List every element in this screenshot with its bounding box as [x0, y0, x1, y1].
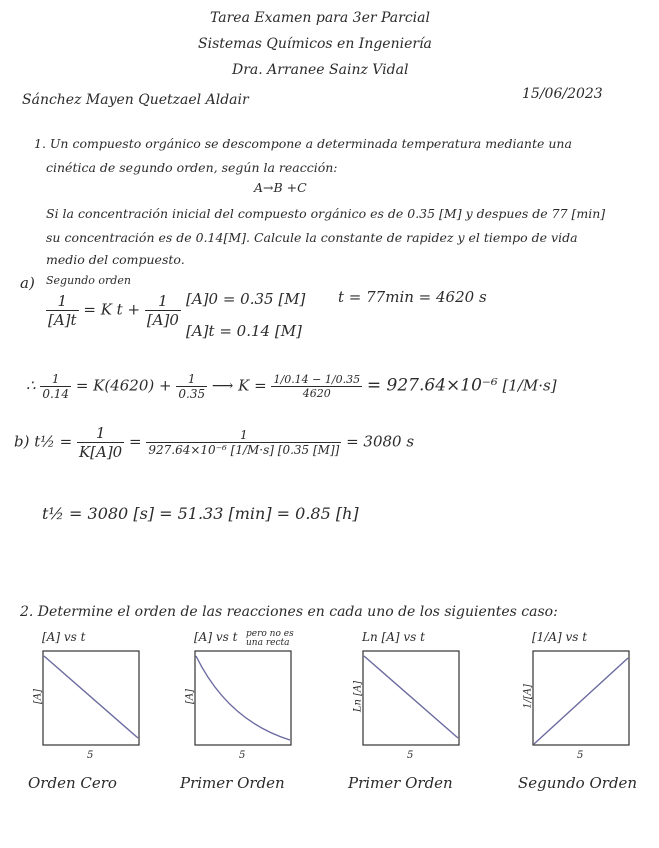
calc-mid: = K(4620) + [75, 376, 172, 395]
date: 15/06/2023 [522, 86, 603, 102]
plot-axes [42, 650, 140, 746]
student-name: Sánchez Mayen Quetzael Aldair [22, 92, 249, 108]
plot-title: [1/A] vs t [532, 630, 588, 644]
part-b-label: b) [14, 432, 30, 451]
plot-caption: Primer Orden [180, 774, 285, 792]
plot-ylabel: Ln [A] [352, 680, 364, 713]
plot-frame [363, 651, 459, 745]
problem1-line4: su concentración es de 0.14[M]. Calcule la constante de rapidez y el tiempo de vida [46, 230, 578, 245]
initial-concentration: [A]0 = 0.35 [M] [186, 290, 306, 308]
plot-title: [A] vs t [194, 630, 238, 644]
time-conversion: t = 77min = 4620 s [338, 288, 487, 306]
plot-title: Ln [A] vs t [362, 630, 425, 644]
half-life-lhs: t½ = [34, 432, 73, 451]
eq-lhs-num: 1 [46, 292, 79, 311]
half-life-final: t½ = 3080 [s] = 51.33 [min] = 0.85 [h] [42, 504, 359, 523]
therefore-symbol: ∴ [26, 376, 36, 395]
final-concentration: [A]t = 0.14 [M] [186, 322, 302, 340]
plot-caption: Segundo Orden [518, 774, 638, 792]
half-life-calc [14, 424, 414, 461]
half-den2: 927.64×10⁻⁶ [1/M·s] [0.35 [M]] [148, 443, 340, 457]
plot-axes [362, 650, 460, 746]
half-eq: = [129, 432, 142, 451]
plot-caption: Primer Orden [348, 774, 453, 792]
plot-curve [44, 656, 138, 738]
problem1-line5: medio del compuesto. [46, 252, 185, 267]
rate-constant-calc [26, 372, 557, 401]
half-num: 1 [77, 424, 124, 443]
teacher-name: Dra. Arranee Sainz Vidal [232, 62, 409, 78]
calc-k-num: 1/0.14 − 1/0.35 [273, 373, 361, 386]
order-note: Segundo orden [46, 274, 131, 287]
plot-axes [532, 650, 630, 746]
assignment-title: Tarea Examen para 3er Parcial [210, 10, 430, 26]
plot-ylabel: 1/[A] [522, 684, 534, 709]
calc-a-num: 1 [40, 372, 71, 387]
problem1-line1: 1. Un compuesto orgánico se descompone a determinada temperatura mediante una [34, 136, 572, 151]
plot-caption: Orden Cero [28, 774, 117, 792]
problem1-line2: cinética de segundo orden, según la reacción: [46, 160, 338, 175]
calc-arrow: ⟶ K = [211, 376, 267, 395]
plot-axes [194, 650, 292, 746]
plot-note: pero no es una recta [246, 629, 294, 648]
plot-frame [195, 651, 291, 745]
calc-b-num: 1 [176, 372, 207, 387]
eq-mid: = K t + [83, 300, 141, 319]
reaction: A→B +C [254, 180, 307, 195]
calc-k-den: 4620 [302, 387, 331, 400]
half-num2: 1 [146, 428, 341, 443]
part-a-label: a) [20, 274, 35, 292]
plot-xtick: 5 [577, 750, 584, 761]
integrated-rate-law [46, 292, 181, 329]
eq-rhs-num: 1 [145, 292, 181, 311]
plot-title: [A] vs t [42, 630, 86, 644]
plot-ylabel: [A] [32, 688, 44, 705]
plot-xtick: 5 [87, 750, 94, 761]
calc-b-den: 0.35 [178, 387, 206, 401]
plot-curve [196, 656, 290, 740]
rate-constant-units: [1/M·s] [502, 376, 557, 395]
half-den: K[A]0 [78, 443, 123, 461]
calc-a-den: 0.14 [42, 387, 70, 401]
plot-curve [534, 658, 628, 744]
eq-rhs-den: [A]0 [146, 311, 179, 329]
rate-constant-value: = 927.64×10⁻⁶ [366, 375, 498, 396]
plot-frame [43, 651, 139, 745]
half-life-value: = 3080 s [346, 432, 415, 451]
plot-xtick: 5 [407, 750, 414, 761]
plot-ylabel: [A] [184, 688, 196, 705]
subject-name: Sistemas Químicos en Ingeniería [198, 36, 432, 52]
eq-lhs-den: [A]t [48, 311, 77, 329]
plot-xtick: 5 [239, 750, 246, 761]
problem1-line3: Si la concentración inicial del compuesto orgánico es de 0.35 [M] y despues de 77 [min] [46, 206, 606, 221]
problem2-statement: 2. Determine el orden de las reacciones en cada uno de los siguientes caso: [20, 604, 558, 620]
plot-curve [364, 656, 458, 738]
